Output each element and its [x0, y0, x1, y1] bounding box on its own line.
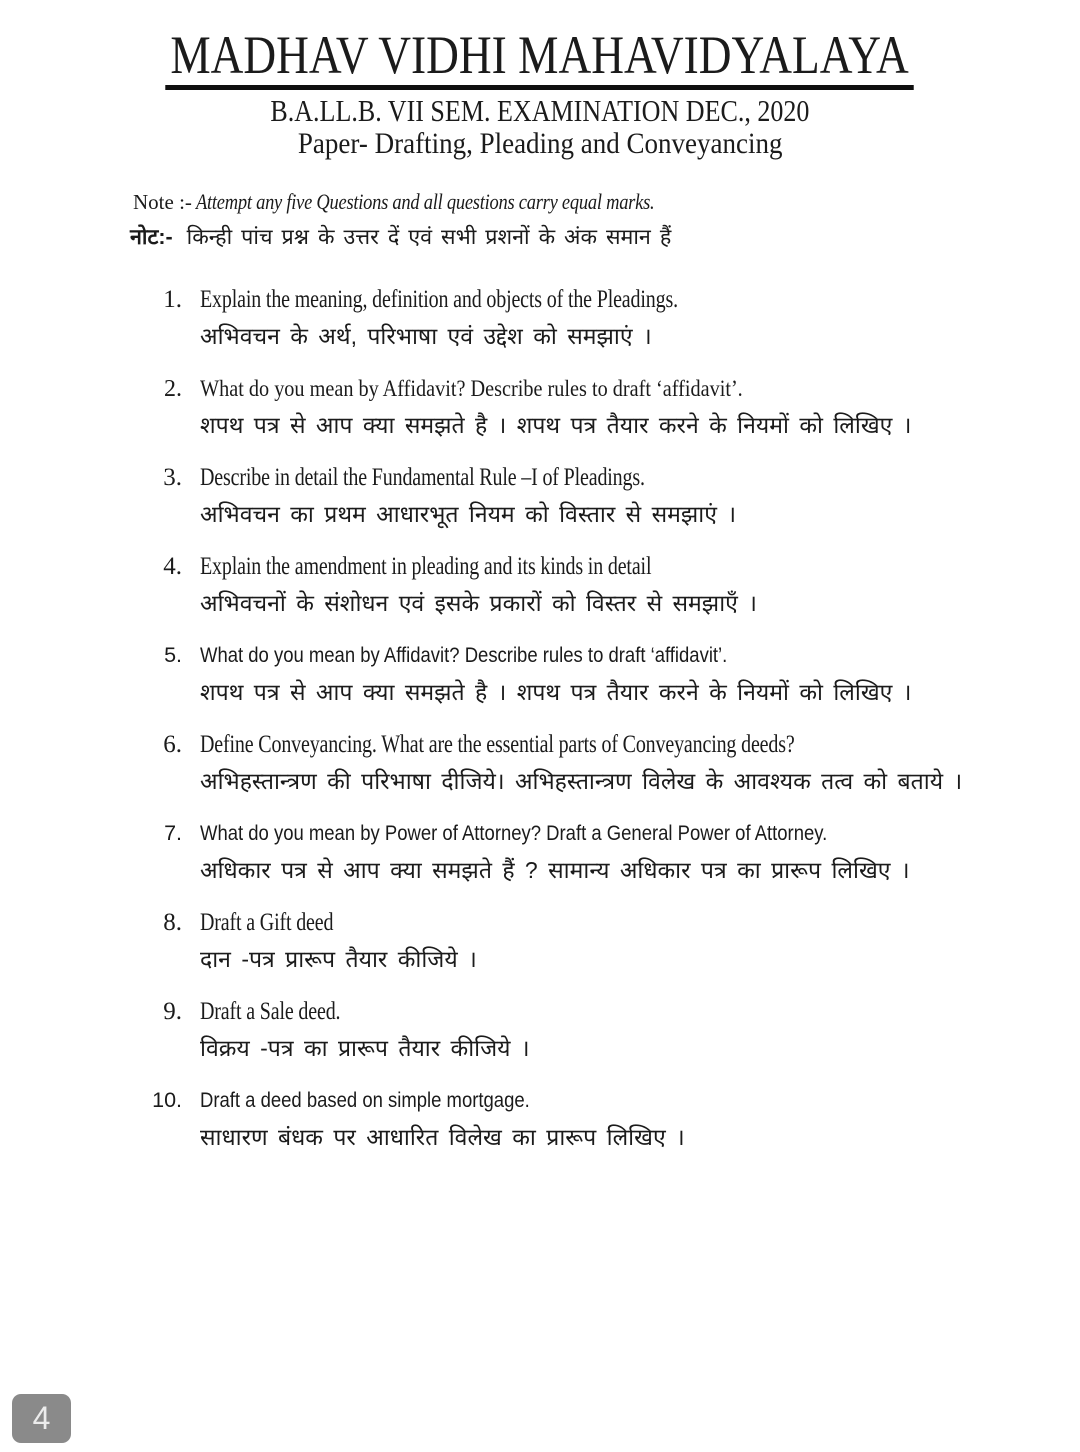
question-number: 4.: [163, 553, 182, 580]
question-body: [200, 550, 764, 620]
question-text-hi: अभिवचन के अर्थ, परिभाषा एवं उद्देश को समझाएं ।: [200, 323, 652, 349]
question-10: [137, 1084, 1080, 1154]
question-body: [200, 995, 530, 1065]
paper-subtitle-row: [0, 128, 1080, 160]
question-8: [137, 906, 1080, 976]
note-text-en: Attempt any five Questions and all questions carry equal marks.: [195, 189, 655, 214]
question-body: [200, 728, 962, 798]
question-number: 1.: [163, 286, 182, 313]
question-text-en: Describe in detail the Fundamental Rule –I of Pleadings.: [200, 464, 645, 491]
question-body: [200, 817, 913, 887]
question-5: [137, 639, 1080, 709]
question-body: [200, 283, 797, 353]
question-4: [137, 550, 1080, 620]
question-body: [200, 639, 911, 709]
question-1: [137, 283, 1080, 353]
paper-header: [0, 0, 1080, 160]
question-text-en: Draft a Gift deed: [200, 909, 334, 936]
question-text-en: Define Conveyancing. What are the essential parts of Conveyancing deeds?: [200, 731, 795, 758]
question-text-hi: अधिकार पत्र से आप क्या समझते हैं ? सामान्य अधिकार पत्र का प्रारूप लिखिए ।: [200, 857, 910, 883]
question-number: 3.: [163, 464, 182, 491]
question-text-hi: शपथ पत्र से आप क्या समझते है । शपथ पत्र तैयार करने के नियमों को लिखिए ।: [200, 679, 912, 705]
exam-subtitle: B.A.LL.B. VII SEM. EXAMINATION DEC., 2020: [270, 93, 810, 128]
question-body: [200, 1084, 685, 1154]
question-number: 7.: [164, 821, 182, 845]
note-label-en: Note :-: [133, 190, 192, 214]
question-text-en: Draft a deed based on simple mortgage.: [200, 1089, 530, 1112]
note-hindi: [130, 222, 1080, 252]
question-text-hi: शपथ पत्र से आप क्या समझते है । शपथ पत्र तैयार करने के नियमों को लिखिए ।: [200, 412, 912, 438]
question-number: 5.: [164, 643, 182, 667]
question-text-en: Explain the meaning, definition and objects of the Pleadings.: [200, 286, 678, 313]
question-3: [137, 461, 1080, 531]
question-list: [137, 283, 1080, 1154]
question-7: [137, 817, 1080, 887]
college-title: MADHAV VIDHI MAHAVIDYALAYA: [166, 26, 915, 90]
question-number: 8.: [163, 909, 182, 936]
question-2: [137, 372, 1080, 442]
question-text-en: Explain the amendment in pleading and its kinds in detail: [200, 553, 652, 580]
page-number: 4: [32, 1400, 51, 1436]
question-number: 9.: [163, 998, 182, 1025]
question-text-hi: दान -पत्र प्रारूप तैयार कीजिये ।: [200, 946, 477, 972]
title-row: [0, 26, 1080, 90]
question-text-en: What do you mean by Affidavit? Describe rules to draft ‘affidavit’.: [200, 376, 743, 401]
question-text-en: What do you mean by Affidavit? Describe rules to draft ‘affidavit’.: [200, 644, 728, 667]
question-number: 2.: [164, 376, 182, 402]
question-body: [200, 461, 756, 531]
question-text-hi: विक्रय -पत्र का प्रारूप तैयार कीजिये ।: [200, 1035, 530, 1061]
question-text-hi: अभिवचनों के संशोधन एवं इसके प्रकारों को विस्तर से समझाएँ ।: [200, 590, 757, 616]
question-body: [200, 372, 911, 442]
question-text-hi: साधारण बंधक पर आधारित विलेख का प्रारूप लिखिए ।: [200, 1124, 685, 1150]
question-number: 10.: [152, 1088, 182, 1112]
note-label-hi: नोट:-: [130, 225, 173, 249]
question-body: [200, 906, 477, 976]
question-number: 6.: [163, 731, 182, 758]
note-text-hi: किन्ही पांच प्रश्न के उत्तर दें एवं सभी प्रशनों के अंक समान हैं: [186, 225, 672, 249]
exam-subtitle-row: [0, 90, 1080, 128]
note-english: [133, 189, 1080, 215]
question-9: [137, 995, 1080, 1065]
question-text-hi: अभिवचन का प्रथम आधारभूत नियम को विस्तार से समझाएं ।: [200, 501, 737, 527]
page-number-badge: [12, 1394, 71, 1443]
question-text-en: Draft a Sale deed.: [200, 998, 341, 1025]
paper-subtitle: Paper- Drafting, Pleading and Conveyancing: [297, 127, 783, 160]
question-6: [137, 728, 1080, 798]
question-text-en: What do you mean by Power of Attorney? Draft a General Power of Attorney.: [200, 822, 828, 845]
question-text-hi: अभिहस्तान्त्रण की परिभाषा दीजिये। अभिहस्तान्त्रण विलेख के आवश्यक तत्व को बताये ।: [200, 768, 963, 794]
